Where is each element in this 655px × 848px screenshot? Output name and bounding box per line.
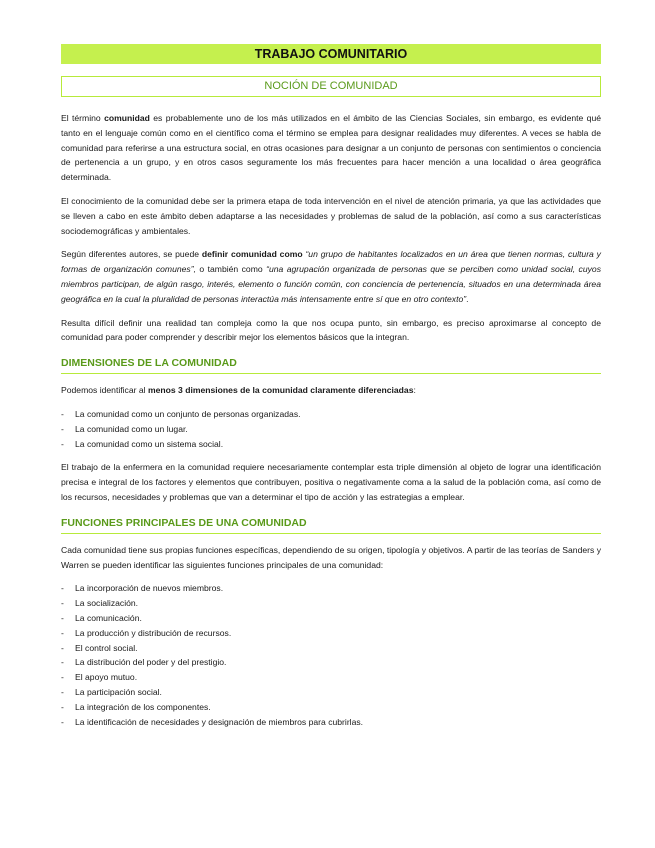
document-title: TRABAJO COMUNITARIO: [61, 44, 601, 64]
list-item: - El control social.: [61, 641, 601, 656]
text-run: es probablemente uno de los más utilizados en el ámbito de las Ciencias Sociales, sin embargo, es evidente qué tanto en el lenguaje común como en el científico coma el término se emplea para designar realidades muy diferentes. A veces se habla de comunidad para referirse a una estructura social, en otras ocasiones para designar a un conjunto de personas con sentimientos o conciencia de pertenencia a un grupo, y en otros casos seguramente los más frecuentes para hacer mención a una localidad o área geográfica determinada.: [61, 113, 602, 183]
document-page: [61, 44, 601, 729]
text-run: .: [466, 293, 469, 304]
list-item: - La identificación de necesidades y designación de miembros para cubrirlas.: [61, 715, 601, 730]
list-item: - La integración de los componentes.: [61, 700, 601, 715]
text-run: o también como: [195, 264, 267, 275]
functions-list: [61, 581, 601, 729]
paragraph-difficulty: Resulta difícil definir una realidad tan compleja como la que nos ocupa punto, sin embargo, es preciso aproximarse al concepto de comunidad para poder comprender y describir mejor los elementos básicos que la integran.: [61, 317, 601, 343]
paragraph-functions-intro: Cada comunidad tiene sus propias funciones específicas, dependiendo de su origen, tipología y objetivos. A partir de las teorías de Sanders y Warren se pueden identificar las siguientes funciones principales de una comunidad:: [61, 544, 601, 570]
list-item: - La socialización.: [61, 596, 601, 611]
text-run: Podemos identificar al: [61, 385, 148, 396]
list-item: - El apoyo mutuo.: [61, 670, 601, 685]
paragraph-definition: [61, 111, 601, 185]
list-item: - La distribución del poder y del prestigio.: [61, 655, 601, 670]
paragraph-knowledge: El conocimiento de la comunidad debe ser la primera etapa de toda intervención en el nivel de atención primaria, ya que las actividades que se lleven a cabo en este ámbito deben adaptarse a las necesidades y problemas de salud de la población, así como a sus características sociodemográficas y ambientales.: [61, 195, 601, 236]
paragraph-dimensions-intro: [61, 383, 601, 398]
list-item: - La comunidad como un conjunto de personas organizadas.: [61, 407, 601, 422]
bold-term: menos 3 dimensiones de la comunidad claramente diferenciadas: [147, 385, 414, 396]
dimensions-list: [61, 407, 601, 451]
quote: “una agrupación organizada de personas que se perciben como unidad social, cuyos miembros participan, de algún rasgo, interés, elemento o función común, con conciencia de pertenencia, situados en una determinada área geográfica en la cual la pluralidad de personas interactúa más intensamente entre sí que en otro contexto”: [61, 264, 601, 304]
text-run: El término: [61, 113, 105, 123]
text-run: Según diferentes autores, se puede: [61, 249, 202, 260]
section-heading-dimensiones: DIMENSIONES DE LA COMUNIDAD: [61, 355, 601, 374]
section-title-nocion: NOCIÓN DE COMUNIDAD: [61, 76, 601, 97]
bold-term: definir comunidad como: [201, 249, 303, 260]
quote: “un grupo de habitantes localizados en un área que tienen normas, cultura y formas de organización comunes”,: [61, 249, 601, 275]
list-item: - La incorporación de nuevos miembros.: [61, 581, 601, 596]
paragraph-authors: [61, 247, 601, 306]
paragraph-nurse-work: El trabajo de la enfermera en la comunidad requiere necesariamente contemplar esta triple dimensión al objeto de lograr una identificación precisa e integral de los factores y elementos que contribuyen, positiva o negativamente coma a la salud de la población coma, así como de los recursos, necesidades y problemas que van a determinar el tipo de acción y las estrategias a emplear.: [61, 462, 601, 502]
list-item: - La comunicación.: [61, 611, 601, 626]
list-item: - La participación social.: [61, 685, 601, 700]
list-item: - La producción y distribución de recursos.: [61, 626, 601, 641]
text-run: :: [413, 385, 416, 396]
list-item: - La comunidad como un lugar.: [61, 422, 601, 437]
list-item: - La comunidad como un sistema social.: [61, 437, 601, 452]
bold-term: comunidad: [104, 113, 150, 123]
section-heading-funciones: FUNCIONES PRINCIPALES DE UNA COMUNIDAD: [61, 515, 601, 534]
